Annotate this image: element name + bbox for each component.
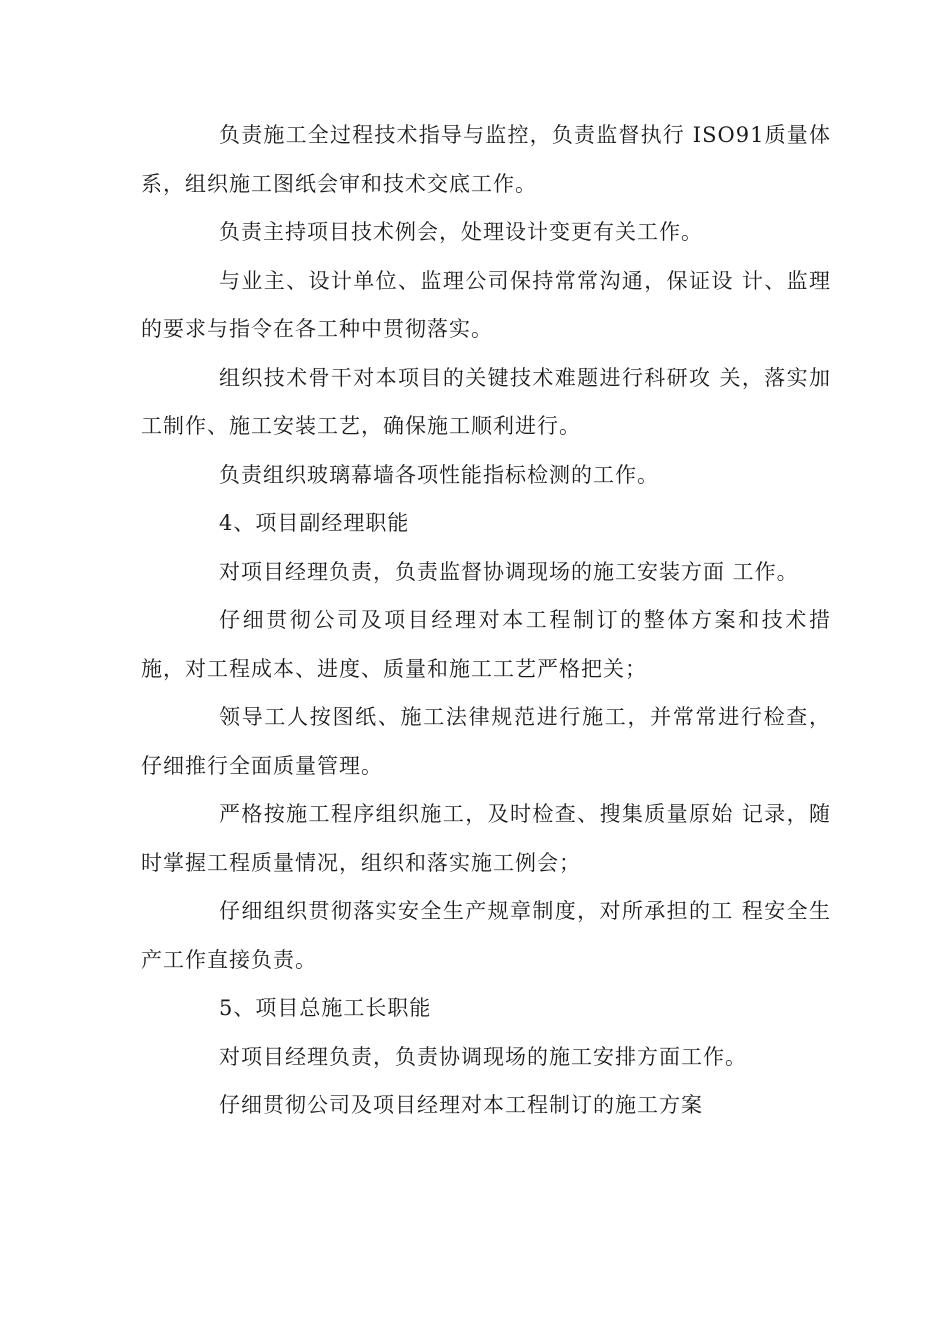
paragraph-construction-procedure: 严格按施工程序组织施工，及时检查、搜集质量原始 记录，随时掌握工程质量情况，组织和落实施工例会； (141, 802, 831, 875)
paragraph-lead-workers: 领导工人按图纸、施工法律规范进行施工，并常常进行检查，仔细推行全面质量管理。 (141, 705, 831, 778)
paragraph-performance-test: 负责组织玻璃幕墙各项性能指标检测的工作。 (219, 462, 659, 487)
paragraph-tech-meeting: 负责主持项目技术例会，处理设计变更有关工作。 (219, 220, 703, 244)
paragraph-construction-plan: 仔细贯彻公司及项目经理对本工程制订的施工方案 (219, 1093, 703, 1117)
section-heading-deputy-manager: 4、项目副经理职能 (219, 511, 410, 535)
paragraph-safety: 仔细组织贯彻落实安全生产规章制度，对所承担的工 程安全生产工作直接负责。 (141, 899, 831, 972)
paragraph-tech-guidance: 负责施工全过程技术指导与监控，负责监督执行 ISO91质量体系，组织施工图纸会审和技术交底工作。 (141, 123, 831, 196)
paragraph-foreman-responsibility: 对项目经理负责，负责协调现场的施工安排方面工作。 (219, 1044, 747, 1069)
section-heading-chief-foreman: 5、项目总施工长职能 (219, 996, 432, 1020)
paragraph-communication: 与业主、设计单位、监理公司保持常常沟通，保证设 计、监理的要求与指令在各工种中贯彻落实。 (141, 268, 831, 341)
paragraph-key-problems: 组织技术骨干对本项目的关键技术难题进行科研攻 关，落实加工制作、施工安装工艺，确保施工顺利进行。 (141, 365, 831, 438)
document-body (141, 111, 831, 1130)
paragraph-deputy-responsibility: 对项目经理负责，负责监督协调现场的施工安装方面 工作。 (219, 559, 799, 584)
paragraph-overall-plan: 仔细贯彻公司及项目经理对本工程制订的整体方案和技术措施，对工程成本、进度、质量和施工工艺严格把关； (141, 608, 831, 681)
